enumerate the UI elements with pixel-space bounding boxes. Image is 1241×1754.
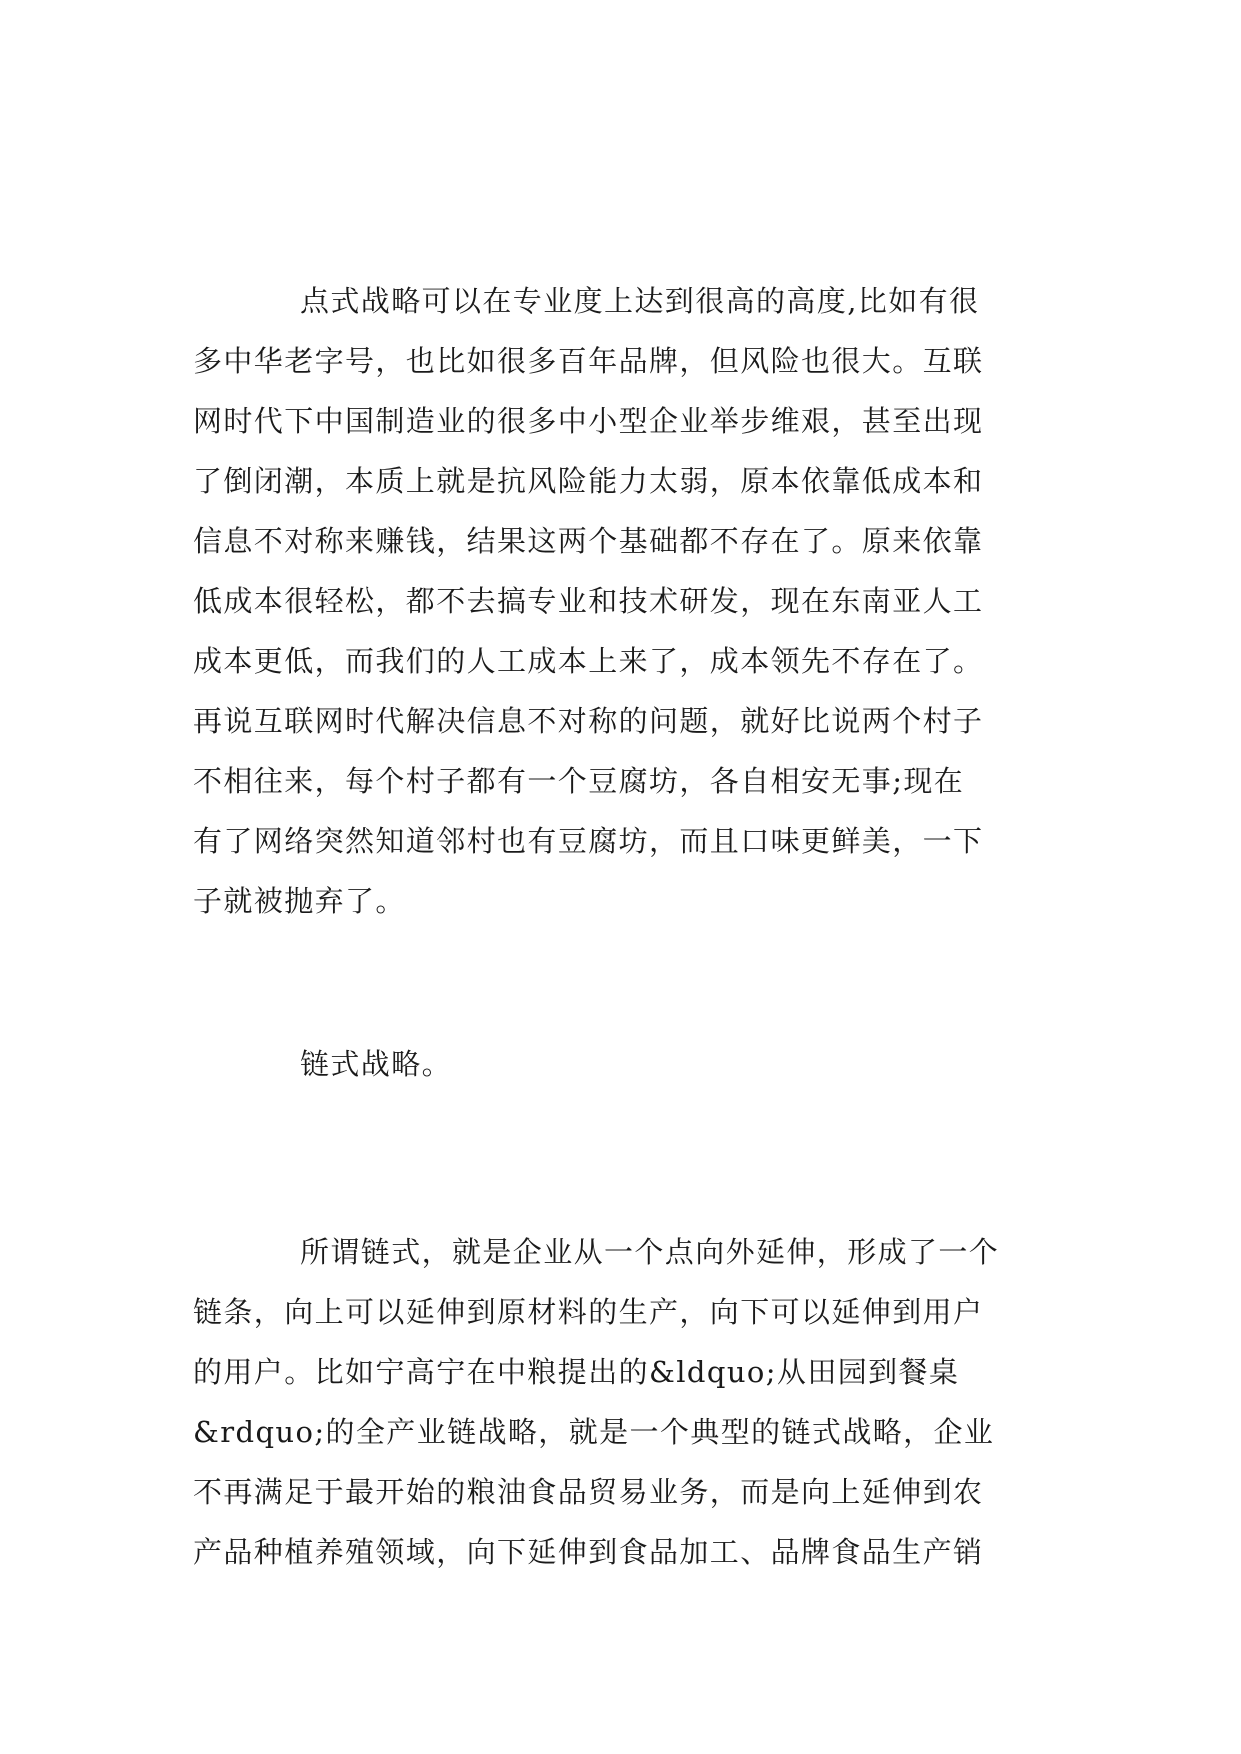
paragraph-line: 再说互联网时代解决信息不对称的问题，就好比说两个村子 (193, 704, 984, 738)
paragraph-line: 信息不对称来赚钱，结果这两个基础都不存在了。原来依靠 (193, 524, 984, 558)
paragraph-line: 链条，向上可以延伸到原材料的生产，向下可以延伸到用户 (193, 1295, 984, 1329)
paragraph-line: 的用户。比如宁高宁在中粮提出的&ldquo;从田园到餐桌 (193, 1355, 960, 1389)
paragraph-line: 成本更低，而我们的人工成本上来了，成本领先不存在了。 (193, 644, 984, 678)
paragraph-line: 多中华老字号，也比如很多百年品牌，但风险也很大。互联 (193, 344, 984, 378)
paragraph-line: &rdquo;的全产业链战略，就是一个典型的链式战略，企业 (193, 1415, 995, 1449)
paragraph-line: 点式战略可以在专业度上达到很高的高度,比如有很 (300, 284, 980, 318)
paragraph-line: 不相往来，每个村子都有一个豆腐坊，各自相安无事;现在 (193, 764, 965, 798)
paragraph-chain-strategy (193, 1222, 1063, 1582)
paragraph-line: 不再满足于最开始的粮油食品贸易业务，而是向上延伸到农 (193, 1475, 984, 1509)
heading-line: 链式战略。 (300, 1047, 453, 1081)
section-heading-chain-strategy (193, 1034, 1063, 1094)
paragraph-line: 所谓链式，就是企业从一个点向外延伸，形成了一个 (300, 1235, 1000, 1269)
paragraph-line: 有了网络突然知道邻村也有豆腐坊，而且口味更鲜美，一下 (193, 824, 984, 858)
paragraph-line: 网时代下中国制造业的很多中小型企业举步维艰，甚至出现 (193, 404, 984, 438)
paragraph-line: 了倒闭潮，本质上就是抗风险能力太弱，原本依靠低成本和 (193, 464, 984, 498)
paragraph-line: 低成本很轻松，都不去搞专业和技术研发，现在东南亚人工 (193, 584, 984, 618)
paragraph-line: 子就被抛弃了。 (193, 884, 406, 918)
paragraph-dot-strategy (193, 271, 1063, 931)
paragraph-line: 产品种植养殖领域，向下延伸到食品加工、品牌食品生产销 (193, 1535, 984, 1569)
